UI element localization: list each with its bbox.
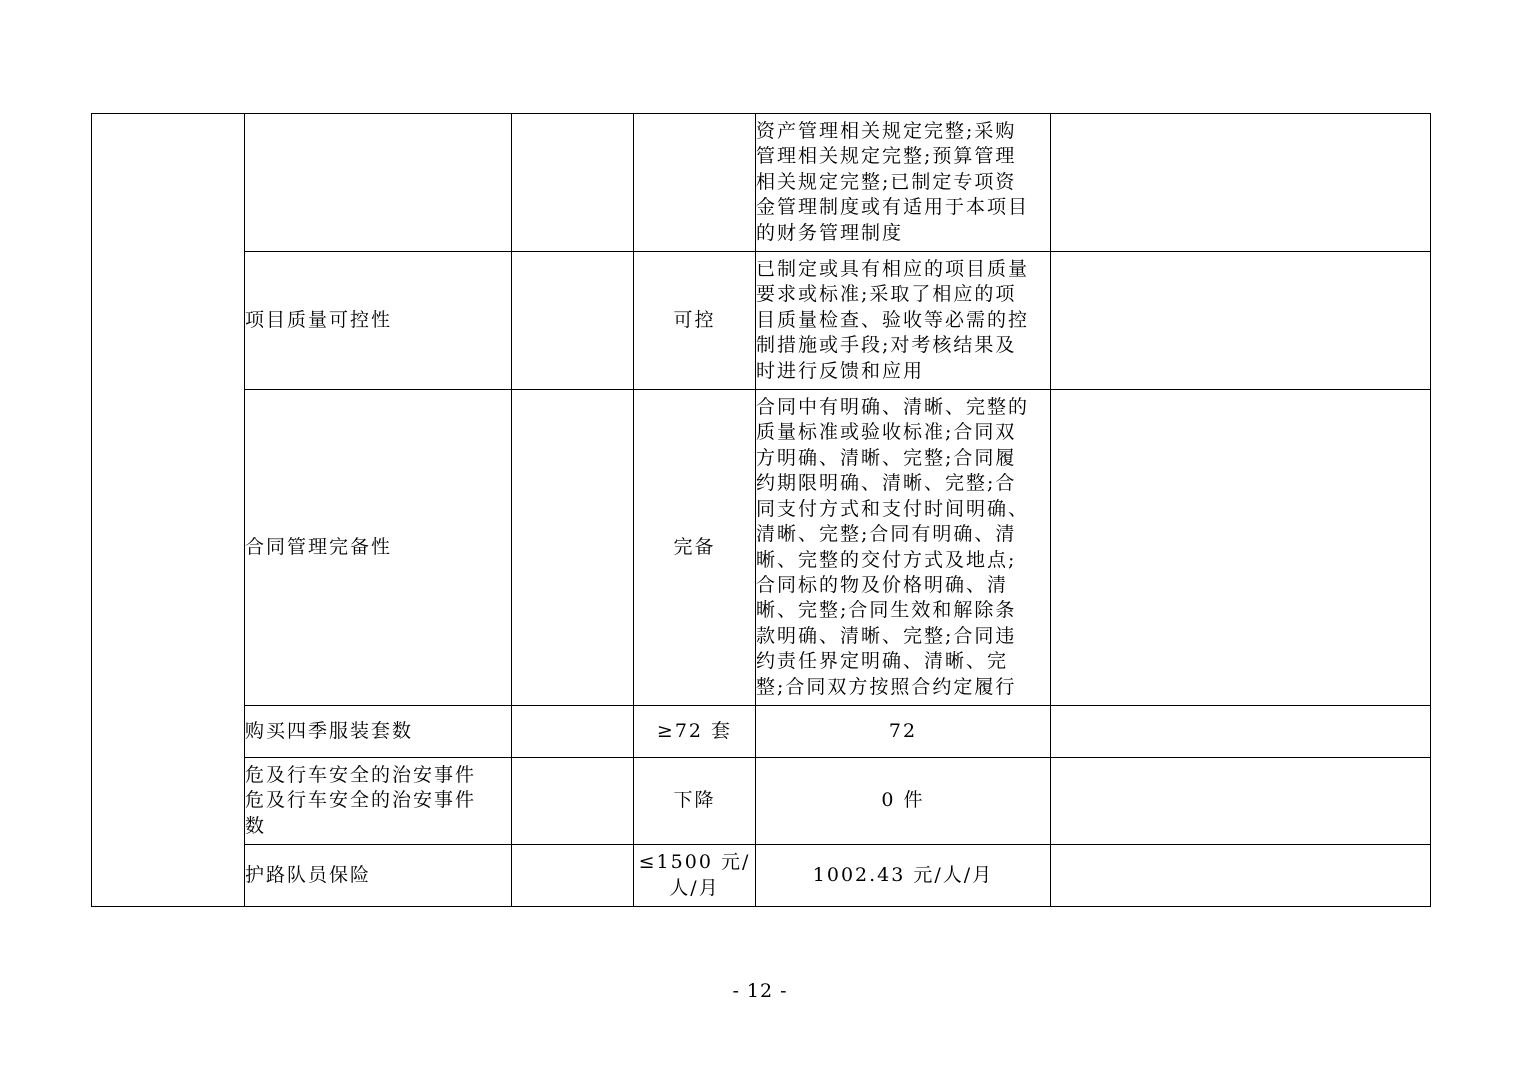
- table-row: [92, 845, 1431, 907]
- table-row: [92, 114, 1431, 252]
- target-cell: ≥72 套: [634, 706, 756, 758]
- indicator-name-cell: 护路队员保险: [245, 845, 512, 907]
- table-row: [92, 706, 1431, 758]
- target-cell: 下降: [634, 758, 756, 845]
- table-row: [92, 758, 1431, 845]
- requirement-cell: 资产管理相关规定完整;采购 管理相关规定完整;预算管理 相关规定完整;已制定专项资 金管理制度或有适用于本项目 的财务管理制度: [756, 114, 1051, 252]
- target-cell: [634, 114, 756, 252]
- actual-value-cell: 0 件: [756, 758, 1051, 845]
- indicator-name-cell: 购买四季服装套数: [245, 706, 512, 758]
- remark-cell: [1051, 390, 1431, 706]
- blank-cell: [512, 758, 634, 845]
- page-number: - 12 -: [732, 980, 788, 1002]
- requirement-cell: 已制定或具有相应的项目质量 要求或标准;采取了相应的项 目质量检查、验收等必需的控 制措施或手段;对考核结果及 时进行反馈和应用: [756, 252, 1051, 390]
- remark-cell: [1051, 252, 1431, 390]
- indicator-name-cell: [245, 114, 512, 252]
- category-cell: [92, 114, 245, 907]
- remark-cell: [1051, 114, 1431, 252]
- target-cell: ≤1500 元/ 人/月: [634, 845, 756, 907]
- blank-cell: [512, 114, 634, 252]
- actual-value-cell: 1002.43 元/人/月: [756, 845, 1051, 907]
- requirement-cell: 合同中有明确、清晰、完整的 质量标准或验收标准;合同双 方明确、清晰、完整;合同履 约期限明确、清晰、完整;合 同支付方式和支付时间明确、 清晰、完整;合同有明确、清 晰、完整的交付方式及地点; 合同标的物及价格明确、清 晰、完整;合同生效和解除条 款明确、清晰、完整;合同违 约责任界定明确、清晰、完 整;合同双方按照合约定履行: [756, 390, 1051, 706]
- blank-cell: [512, 390, 634, 706]
- remark-cell: [1051, 706, 1431, 758]
- actual-value-cell: 72: [756, 706, 1051, 758]
- performance-indicator-table: [91, 113, 1431, 907]
- blank-cell: [512, 706, 634, 758]
- remark-cell: [1051, 758, 1431, 845]
- target-cell: 完备: [634, 390, 756, 706]
- remark-cell: [1051, 845, 1431, 907]
- table-row: [92, 252, 1431, 390]
- blank-cell: [512, 252, 634, 390]
- indicator-name-cell: 项目质量可控性: [245, 252, 512, 390]
- table-row: [92, 390, 1431, 706]
- indicator-name-cell: 合同管理完备性: [245, 390, 512, 706]
- indicator-name-cell: 危及行车安全的治安事件 危及行车安全的治安事件 数: [245, 758, 512, 845]
- target-cell: 可控: [634, 252, 756, 390]
- blank-cell: [512, 845, 634, 907]
